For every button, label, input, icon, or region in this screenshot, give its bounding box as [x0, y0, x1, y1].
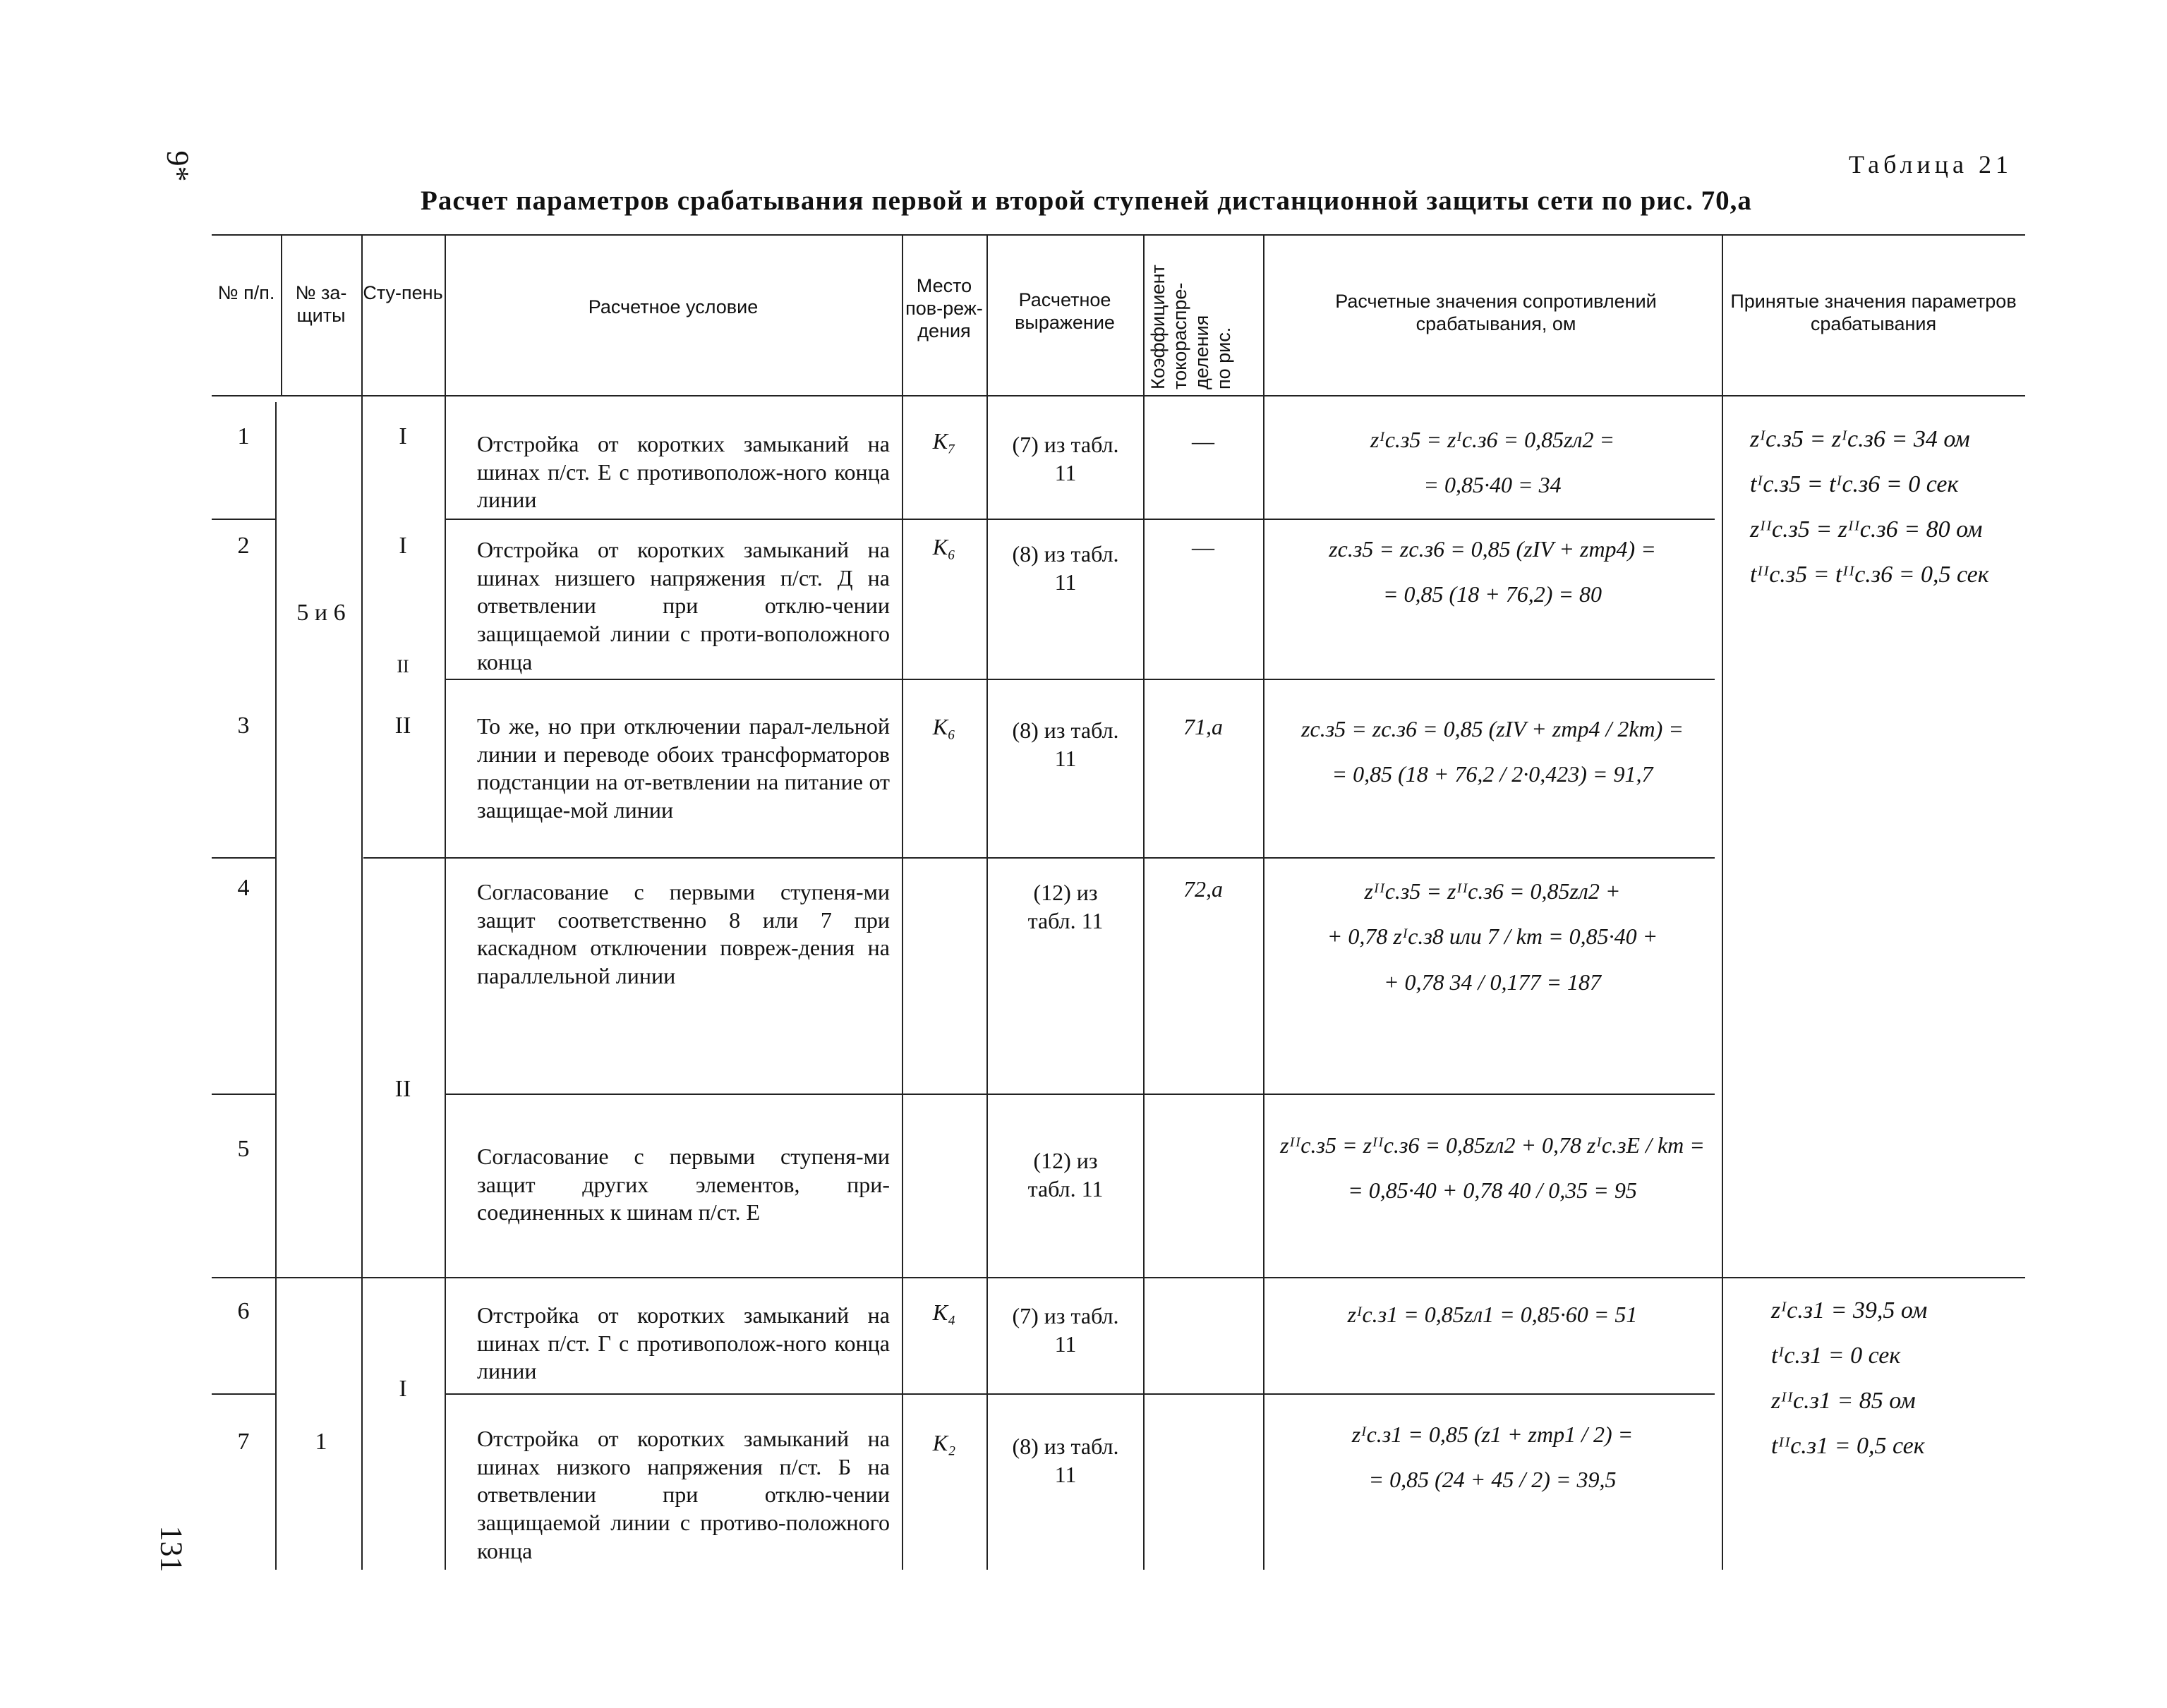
row7-expression: (8) из табл. 11 [1012, 1434, 1119, 1487]
row7-no: 7 [237, 1429, 250, 1455]
header-protection: № за-щиты [295, 282, 347, 326]
row4-condition: Согласование с первыми ступеня-ми защит соответственно 8 или 7 при каскадном отключении повреж-дения на параллельной линии [477, 879, 890, 989]
row1-coefficient: — [1192, 428, 1214, 454]
header-condition: Расчетное условие [588, 296, 759, 317]
page-number: 131 [154, 1525, 189, 1573]
row6-no: 6 [237, 1298, 250, 1324]
row1-formula: zᴵс.з5 = zᴵс.з6 = 0,85zл2 = = 0,85·40 = 34 [1370, 427, 1615, 498]
row1-condition: Отстройка от коротких замыканий на шинах п/ст. Е с противополож-ного конца линии [477, 431, 890, 513]
header-stage: Сту-пень [363, 282, 443, 303]
row2-expression: (8) из табл. 11 [1012, 541, 1119, 595]
row4-formula: zᴵᴵс.з5 = zᴵᴵс.з6 = 0,85zл2 + + 0,78 zᴵс.з8 или 7 / kт = 0,85·40 + + 0,78 34 / 0,177 = 187 [1327, 878, 1658, 995]
row2-stage: I [399, 533, 407, 559]
stage-2-3-merged: II [397, 656, 409, 677]
header-expression: Расчетное выражение [1015, 289, 1115, 333]
protection-5-6: 5 и 6 [296, 600, 346, 626]
row5-no: 5 [237, 1136, 250, 1162]
table-label: Таблица 21 [1849, 150, 2012, 178]
stage-4-5-merged: II [394, 1076, 411, 1102]
stage-6-7-merged: I [399, 1376, 407, 1402]
row3-condition: То же, но при отключении парал-лельной линии и переводе обоих трансформаторов подстанции на от-ветвлении на питание от защищае-мой линии [477, 713, 890, 823]
table-title: Расчет параметров срабатывания первой и второй ступеней дистанционной защиты сети по рис. 70,а [421, 186, 1752, 216]
row3-stage: II [394, 713, 411, 739]
accepted-values-5-6: zᴵс.з5 = zᴵс.з6 = 34 ом tᴵс.з5 = tᴵс.з6 = 0 сек zᴵᴵс.з5 = zᴵᴵс.з6 = 80 ом tᴵᴵс.з5 = tᴵᴵс.з6 = 0,5 сек [1750, 426, 1989, 588]
row5-condition: Согласование с первыми ступеня-ми защит других элементов, при-соединенных к шинам п/ст. Е [477, 1144, 890, 1225]
header-fault-place: Место пов-реж-дения [905, 275, 983, 341]
header-accepted: Принятые значения параметров срабатывания [1730, 291, 2017, 334]
row6-expression: (7) из табл. 11 [1012, 1303, 1119, 1357]
row6-condition: Отстройка от коротких замыканий на шинах п/ст. Г с противополож-ного конца линии [477, 1302, 890, 1384]
row1-expression: (7) из табл. 11 [1012, 432, 1119, 485]
row4-coefficient: 72,а [1183, 876, 1223, 902]
row7-fault: K₂ [932, 1430, 956, 1455]
header-coefficient: Коэффициент токораспре- деления по рис. [1147, 265, 1235, 389]
row4-no: 4 [237, 875, 250, 901]
row1-stage: I [399, 423, 407, 449]
accepted-values-1: zᴵс.з1 = 39,5 ом tᴵс.з1 = 0 сек zᴵᴵс.з1 = 85 ом tᴵᴵс.з1 = 0,5 сек [1771, 1297, 1928, 1459]
row6-formula: zᴵс.з1 = 0,85zл1 = 0,85·60 = 51 [1347, 1302, 1638, 1327]
row1-fault: K₇ [932, 428, 956, 454]
row2-no: 2 [237, 533, 250, 559]
row7-formula: zᴵс.з1 = 0,85 (z1 + zтр1 / 2) = = 0,85 (24 + 45 / 2) = 39,5 [1351, 1422, 1634, 1493]
row3-formula: zс.з5 = zс.з6 = 0,85 (zIV + zтр4 / 2kт) = = 0,85 (18 + 76,2 / 2·0,423) = 91,7 [1301, 716, 1684, 787]
row5-formula: zᴵᴵс.з5 = zᴵᴵс.з6 = 0,85zл2 + 0,78 zᴵс.зЕ / kт = = 0,85·40 + 0,78 40 / 0,35 = 95 [1280, 1132, 1705, 1204]
row2-formula: zс.з5 = zс.з6 = 0,85 (zIV + zтр4) = = 0,85 (18 + 76,2) = 80 [1329, 536, 1656, 607]
row2-coefficient: — [1192, 534, 1214, 559]
row3-expression: (8) из табл. 11 [1012, 717, 1119, 771]
row3-no: 3 [237, 713, 250, 739]
corner-mark: 9* [160, 150, 195, 182]
row2-fault: K₆ [932, 534, 956, 559]
row3-fault: K₆ [932, 714, 956, 739]
header-no: № п/п. [217, 282, 275, 303]
row2-condition: Отстройка от коротких замыканий на шинах низшего напряжения п/ст. Д на ответвлении при отклю-чении защищаемой линии с проти-воположного конца [477, 537, 890, 674]
row7-condition: Отстройка от коротких замыканий на шинах низкого напряжения п/ст. Б на ответвлении при отклю-чении защищаемой линии с противо-положного конца [477, 1426, 890, 1563]
header-calculated: Расчетные значения сопротивлений срабатывания, ом [1335, 291, 1657, 334]
row3-coefficient: 71,а [1183, 714, 1223, 739]
row5-expression: (12) из табл. 11 [1027, 1148, 1104, 1201]
protection-1: 1 [315, 1429, 327, 1455]
row1-no: 1 [237, 423, 250, 449]
row4-expression: (12) из табл. 11 [1027, 880, 1104, 933]
row6-fault: K₄ [932, 1300, 956, 1325]
